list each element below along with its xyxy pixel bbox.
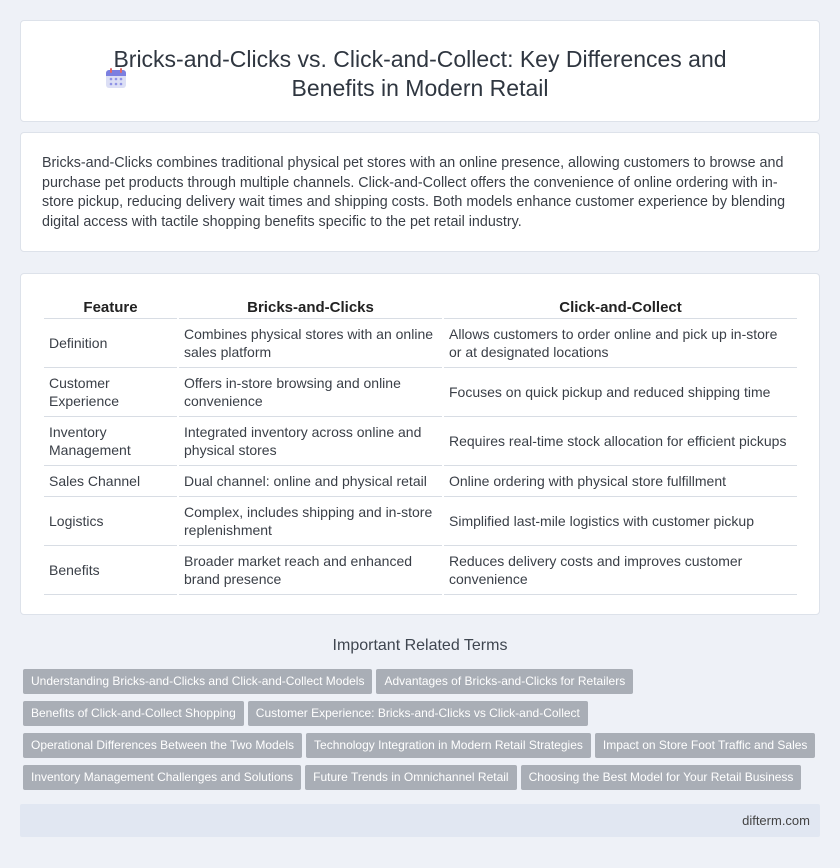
tag-row (23, 669, 823, 701)
intro-text: Bricks-and-Clicks combines traditional physical pet stores with an online presence, allowing customers to browse and purchase pet products through multiple channels. Click-and-Collect offers the convenience of online ordering with in-store pickup, reducing delivery wait times and shipping costs. Both models enhance customer experience by blending digital access with tactile shopping benefits specific to the pet retail industry. (42, 155, 786, 230)
related-terms-list (23, 669, 823, 797)
related-term-tag[interactable]: Choosing the Best Model for Your Retail Business (521, 765, 802, 790)
related-terms-title: Important Related Terms (332, 637, 508, 654)
table-row (44, 497, 797, 546)
table-cell: Integrated inventory across online and physical stores (179, 417, 442, 466)
page-title: Bricks-and-Clicks vs. Click-and-Collect: Key Differences and Benefits in Modern Retail (113, 46, 727, 101)
table-cell: Benefits (44, 546, 177, 595)
table-cell: Simplified last-mile logistics with customer pickup (444, 497, 797, 546)
related-term-tag[interactable]: Technology Integration in Modern Retail Strategies (306, 733, 591, 758)
table-cell: Complex, includes shipping and in-store replenishment (179, 497, 442, 546)
table-cell: Allows customers to order online and pick up in-store or at designated locations (444, 319, 797, 368)
table-cell: Combines physical stores with an online sales platform (179, 319, 442, 368)
table-cell: Broader market reach and enhanced brand presence (179, 546, 442, 595)
intro-card (20, 132, 820, 252)
table-cell: Inventory Management (44, 417, 177, 466)
related-term-tag[interactable]: Benefits of Click-and-Collect Shopping (23, 701, 244, 726)
table-cell: Sales Channel (44, 466, 177, 497)
related-term-tag[interactable]: Impact on Store Foot Traffic and Sales (595, 733, 816, 758)
table-cell: Requires real-time stock allocation for efficient pickups (444, 417, 797, 466)
title-card (20, 20, 820, 122)
table-cell: Logistics (44, 497, 177, 546)
related-term-tag[interactable]: Operational Differences Between the Two Models (23, 733, 302, 758)
table-cell: Online ordering with physical store fulfillment (444, 466, 797, 497)
table-cell: Customer Experience (44, 368, 177, 417)
table-row (44, 368, 797, 417)
table-cell: Dual channel: online and physical retail (179, 466, 442, 497)
header-bricks-and-clicks: Bricks-and-Clicks (179, 296, 442, 319)
table-cell: Offers in-store browsing and online convenience (179, 368, 442, 417)
comparison-table (42, 296, 799, 595)
tag-row (23, 733, 823, 765)
related-term-tag[interactable]: Advantages of Bricks-and-Clicks for Retailers (376, 669, 633, 694)
table-cell: Reduces delivery costs and improves customer convenience (444, 546, 797, 595)
tag-row (23, 765, 823, 797)
table-cell: Focuses on quick pickup and reduced shipping time (444, 368, 797, 417)
table-cell: Definition (44, 319, 177, 368)
table-row (44, 417, 797, 466)
table-row (44, 546, 797, 595)
footer (20, 804, 820, 837)
related-term-tag[interactable]: Customer Experience: Bricks-and-Clicks vs Click-and-Collect (248, 701, 588, 726)
footer-site-link[interactable]: difterm.com (742, 813, 810, 828)
header-click-and-collect: Click-and-Collect (444, 296, 797, 319)
related-term-tag[interactable]: Inventory Management Challenges and Solutions (23, 765, 301, 790)
comparison-card (20, 273, 820, 615)
related-term-tag[interactable]: Future Trends in Omnichannel Retail (305, 765, 516, 790)
related-term-tag[interactable]: Understanding Bricks-and-Clicks and Click-and-Collect Models (23, 669, 372, 694)
tag-row (23, 701, 823, 733)
header-feature: Feature (44, 296, 177, 319)
table-row (44, 466, 797, 497)
table-row (44, 319, 797, 368)
